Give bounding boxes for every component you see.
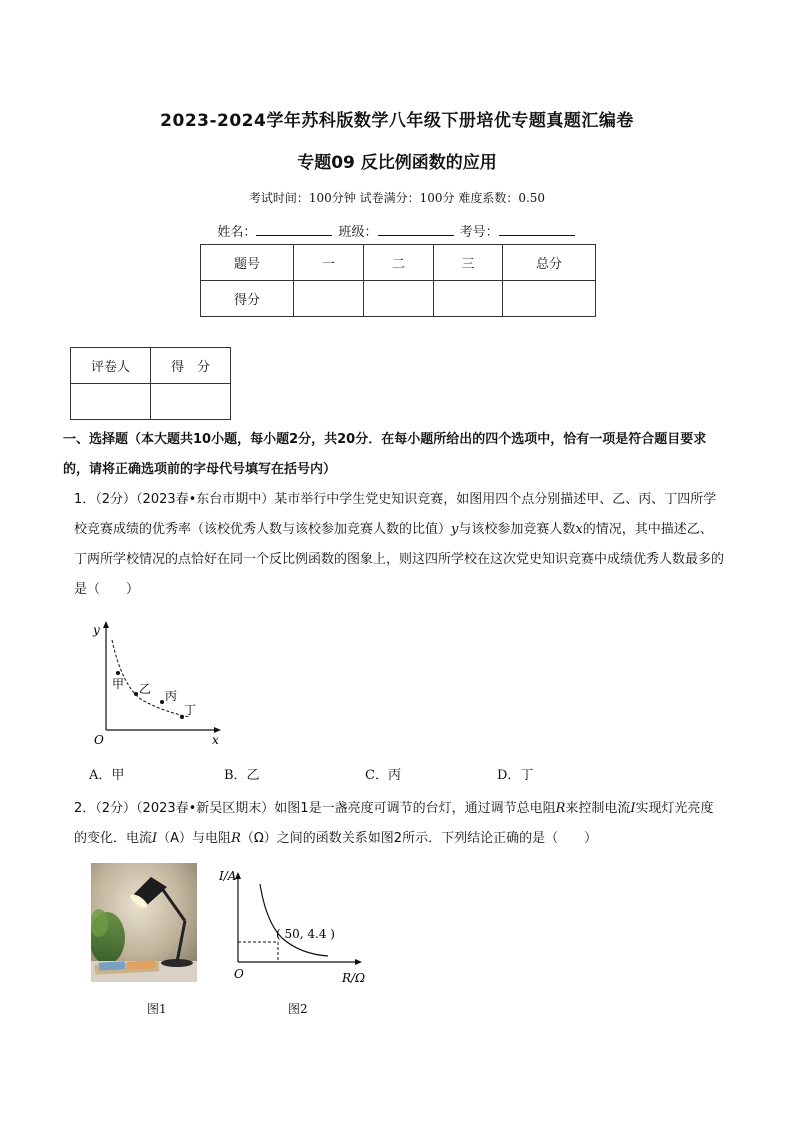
number-label: 考号： xyxy=(459,225,499,240)
score-table xyxy=(200,244,596,317)
grader-input-cell[interactable] xyxy=(71,384,151,420)
grader-table xyxy=(70,347,231,420)
q1-option-a[interactable]: A．甲 xyxy=(89,768,125,783)
q1-label-ding: 丁 xyxy=(184,703,197,717)
fig2-caption: 图2 xyxy=(288,1002,308,1016)
q1-stem-part2: 与该校参加竞赛人数 xyxy=(458,522,576,537)
q1-option-d[interactable]: D．丁 xyxy=(497,768,534,783)
class-label: 班级： xyxy=(338,225,378,240)
q2-x-arrow xyxy=(355,959,362,965)
score-input-cell[interactable] xyxy=(364,281,434,317)
score-cell: 一 xyxy=(294,245,364,281)
q1-label-yi: 乙 xyxy=(139,682,152,696)
q1-label-bing: 丙 xyxy=(165,689,178,703)
q2-stem-part2: 来控制电流 xyxy=(565,801,631,816)
q2-stem-part4: （A）与电阻 xyxy=(157,831,232,846)
question-1 xyxy=(74,485,724,605)
q2-hyperbola xyxy=(260,884,328,956)
grader-label: 评卷人 xyxy=(71,348,151,384)
q2-var-r-2: R xyxy=(231,831,241,846)
q1-var-y: y xyxy=(451,522,459,537)
score-cell: 二 xyxy=(364,245,434,281)
q2-x-label: R/Ω xyxy=(342,971,366,985)
q1-y-arrow xyxy=(103,621,109,628)
name-blank[interactable] xyxy=(256,223,332,236)
fig1-caption: 图1 xyxy=(147,1002,167,1016)
q1-origin: O xyxy=(94,733,104,747)
q1-option-c[interactable]: C．丙 xyxy=(365,768,401,783)
name-label: 姓名： xyxy=(217,225,257,240)
score-cell: 题号 xyxy=(201,245,294,281)
topic-subtitle: 专题09 反比例函数的应用 xyxy=(297,153,497,173)
student-info-fields xyxy=(0,221,794,240)
q1-var-x: x xyxy=(575,522,583,537)
q2-stem-part1: 2．（2分）（2023春•新吴区期末）如图1是一盏亮度可调节的台灯，通过调节总电阻 xyxy=(74,801,556,816)
exam-title: 2023-2024学年苏科版数学八年级下册培优专题真题汇编卷 xyxy=(160,111,634,131)
q1-x-label: x xyxy=(212,733,219,747)
exam-meta: 考试时间：100分钟 试卷满分：100分 难度系数：0.50 xyxy=(248,191,546,205)
q2-var-i-2: I xyxy=(152,831,158,846)
q1-point-yi xyxy=(134,692,138,696)
grader-score-input-cell[interactable] xyxy=(151,384,231,420)
q2-origin: O xyxy=(234,967,244,981)
q2-y-label: I/A xyxy=(219,869,237,883)
grader-score-label: 得 分 xyxy=(151,348,231,384)
q1-y-label: y xyxy=(93,623,100,637)
q1-option-b[interactable]: B．乙 xyxy=(224,768,260,783)
q2-var-r: R xyxy=(555,801,566,816)
q2-stem-part3: 实现灯光亮度的变化．电流 xyxy=(74,801,714,846)
q1-label-jia: 甲 xyxy=(112,677,125,691)
section-heading: 一、选择题（本大题共10小题，每小题2分，共20分．在每小题所给出的四个选项中，恰有一项是符合题目要求的，请将正确选项前的字母代号填写在括号内） xyxy=(63,432,707,477)
q1-graph xyxy=(86,618,226,748)
score-input-cell[interactable] xyxy=(294,281,364,317)
score-header-row xyxy=(201,245,596,281)
score-input-cell[interactable] xyxy=(434,281,503,317)
q2-graph xyxy=(216,862,376,986)
desk-lamp-photo xyxy=(91,863,197,982)
number-blank[interactable] xyxy=(499,223,575,236)
q1-point-jia xyxy=(116,671,120,675)
score-value-row xyxy=(201,281,596,317)
question-2 xyxy=(74,794,724,854)
score-cell: 总分 xyxy=(503,245,596,281)
q1-stem-part1: 1．（2分）（2023春•东台市期中）某市举行中学生党史知识竞赛，如图用四个点分别描述甲、乙、丙、丁四所学校竞赛成绩的优秀率（该校优秀人数与该校参加竞赛人数的比值） xyxy=(74,492,717,537)
class-blank[interactable] xyxy=(378,223,454,236)
score-cell: 得分 xyxy=(201,281,294,317)
q1-stem-part3: 的情况，其中描述乙、丁两所学校情况的点恰好在同一个反比例函数的图象上，则这四所学校在这次党史知识竞赛中成绩优秀人数最多的是（ ） xyxy=(74,522,725,597)
score-input-cell[interactable] xyxy=(503,281,596,317)
score-cell: 三 xyxy=(434,245,503,281)
q2-var-i: I xyxy=(630,801,636,816)
q2-point-label: ( 50, 4.4 ) xyxy=(276,927,335,941)
q2-stem-part5: （Ω）之间的函数关系如图2所示．下列结论正确的是（ ） xyxy=(240,831,598,846)
q1-point-bing xyxy=(160,700,164,704)
